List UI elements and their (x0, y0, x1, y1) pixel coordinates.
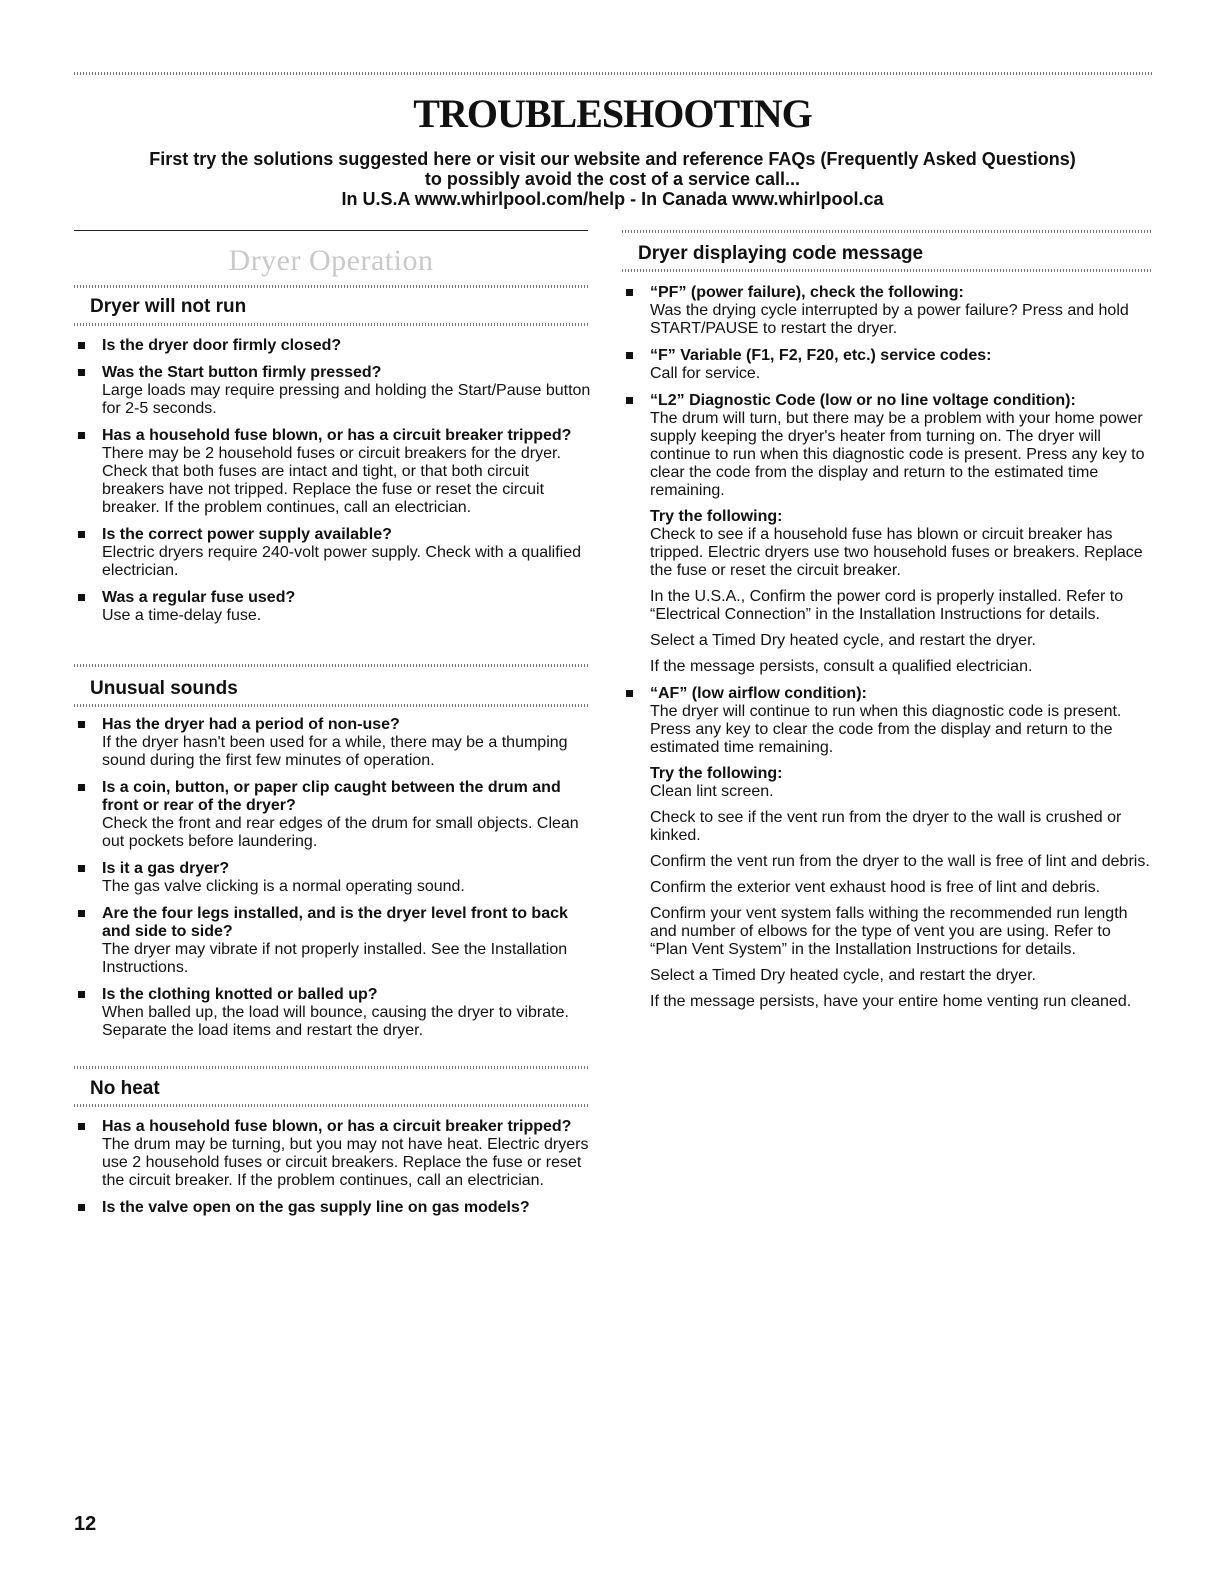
group-heading: Unusual sounds (90, 678, 238, 699)
group-rule (74, 704, 588, 707)
answer: The dryer will continue to run when this diagnostic code is present. Press any key to clear the code from the display and return to the estimated time remaining. (650, 703, 1122, 756)
try-label: Try the following: (650, 508, 783, 525)
group-rule (74, 1104, 588, 1107)
question: Is a coin, button, or paper clip caught between the drum and front or rear of the dryer? (102, 779, 561, 814)
group-rule (74, 285, 588, 288)
answer: When balled up, the load will bounce, causing the dryer to vibrate. Separate the load items and restart the dryer. (102, 1004, 569, 1039)
answer: The gas valve clicking is a normal operating sound. (102, 878, 465, 895)
answer-paragraph: If the message persists, have your entire home venting run cleaned. (650, 993, 1132, 1010)
question: “PF” (power failure), check the following: (650, 284, 964, 301)
answer: Large loads may require pressing and holding the Start/Pause button for 2-5 seconds. (102, 382, 591, 417)
group-heading: Dryer displaying code message (638, 243, 924, 264)
answer: There may be 2 household fuses or circuit breakers for the dryer. Check that both fuses are intact and tight, or that both circuit breakers have not tripped. Replace the fuse or reset the circuit breaker. If the problem continues, call an electrician. (102, 445, 561, 516)
list-item (74, 986, 594, 1040)
list-item (74, 364, 594, 418)
intro-line: First try the solutions suggested here or visit our website and reference FAQs (Frequently Asked Questions) (149, 149, 1076, 169)
answer: The drum may be turning, but you may not have heat. Electric dryers use 2 household fuses or circuit breakers. Replace the fuse or reset the circuit breaker. If the problem continues, call an electrician. (102, 1136, 589, 1189)
question: Is the correct power supply available? (102, 526, 392, 543)
list-item (74, 905, 594, 977)
question: Is the valve open on the gas supply line on gas models? (102, 1199, 530, 1216)
group-rule (74, 323, 588, 326)
answer-paragraph: Confirm your vent system falls withing the recommended run length and number of elbows for the type of vent you are using. Refer to “Plan Vent System” in the Installation Instructions for details. (650, 905, 1128, 958)
intro-text (0, 149, 1225, 209)
answer: The dryer may vibrate if not properly installed. See the Installation Instructions. (102, 941, 568, 976)
page-title: TROUBLESHOOTING (413, 91, 812, 136)
list-item (622, 347, 1152, 383)
group-list (74, 337, 594, 634)
page-number: 12 (74, 1513, 97, 1535)
question: Is the clothing knotted or balled up? (102, 986, 378, 1003)
group-list (622, 284, 1152, 1020)
question: Are the four legs installed, and is the dryer level front to back and side to side? (102, 905, 568, 940)
group-list (74, 1118, 594, 1226)
list-item (74, 589, 594, 625)
answer: If the dryer hasn't been used for a while, there may be a thumping sound during the first few minutes of operation. (102, 734, 568, 769)
answer: Check to see if a household fuse has blown or circuit breaker has tripped. Electric dryers use two household fuses or breakers. Replace the fuse or reset the circuit breaker. (650, 526, 1143, 579)
left-top-rule (74, 230, 588, 231)
list-item (74, 427, 594, 517)
group-list (74, 716, 594, 1049)
list-item (74, 860, 594, 896)
answer-paragraph: If the message persists, consult a qualified electrician. (650, 658, 1033, 675)
question: Is the dryer door firmly closed? (102, 337, 342, 354)
group-rule (74, 664, 588, 667)
answer-paragraph: Confirm the vent run from the dryer to the wall is free of lint and debris. (650, 853, 1150, 870)
answer-paragraph: Check to see if the vent run from the dryer to the wall is crushed or kinked. (650, 809, 1122, 844)
list-item (74, 1199, 594, 1217)
group-rule (622, 269, 1152, 272)
list-item (74, 1118, 594, 1190)
question: Has a household fuse blown, or has a circuit breaker tripped? (102, 1118, 572, 1135)
list-item (74, 337, 594, 355)
question: Was a regular fuse used? (102, 589, 296, 606)
answer-paragraph: Confirm the exterior vent exhaust hood is free of lint and debris. (650, 879, 1101, 896)
group-heading: Dryer will not run (90, 296, 247, 317)
answer: Use a time-delay fuse. (102, 607, 262, 624)
question: “L2” Diagnostic Code (low or no line voltage condition): (650, 392, 1076, 409)
list-item (622, 284, 1152, 338)
answer: The drum will turn, but there may be a problem with your home power supply keeping the dryer's heater from turning on. The dryer will continue to run when this diagnostic code is present. Press any key to clear the code from the display and return to the estimated time remaining. (650, 410, 1145, 499)
top-rule (74, 72, 1152, 75)
list-item (74, 526, 594, 580)
answer: Check the front and rear edges of the drum for small objects. Clean out pockets before laundering. (102, 815, 579, 850)
question: Has a household fuse blown, or has a circuit breaker tripped? (102, 427, 572, 444)
group-rule (74, 1066, 588, 1069)
intro-line: In U.S.A www.whirlpool.com/help - In Canada www.whirlpool.ca (341, 189, 884, 209)
list-item (622, 685, 1152, 1011)
answer: Call for service. (650, 365, 761, 382)
answer: Was the drying cycle interrupted by a power failure? Press and hold START/PAUSE to restart the dryer. (650, 302, 1129, 337)
question: “F” Variable (F1, F2, F20, etc.) service codes: (650, 347, 992, 364)
answer-paragraph: In the U.S.A., Confirm the power cord is properly installed. Refer to “Electrical Connection” in the Installation Instructions for details. (650, 588, 1124, 623)
list-item (74, 716, 594, 770)
answer-paragraph: Select a Timed Dry heated cycle, and restart the dryer. (650, 632, 1036, 649)
try-label: Try the following: (650, 765, 783, 782)
intro-line: to possibly avoid the cost of a service call... (424, 169, 801, 189)
question: Is it a gas dryer? (102, 860, 230, 877)
answer: Electric dryers require 240-volt power supply. Check with a qualified electrician. (102, 544, 582, 579)
list-item (622, 392, 1152, 676)
question: “AF” (low airflow condition): (650, 685, 867, 702)
group-rule (622, 230, 1152, 233)
question: Was the Start button firmly pressed? (102, 364, 382, 381)
answer: Clean lint screen. (650, 783, 774, 800)
answer-paragraph: Select a Timed Dry heated cycle, and restart the dryer. (650, 967, 1036, 984)
section-title: Dryer Operation (228, 244, 434, 277)
question: Has the dryer had a period of non-use? (102, 716, 400, 733)
list-item (74, 779, 594, 851)
group-heading: No heat (90, 1078, 160, 1099)
